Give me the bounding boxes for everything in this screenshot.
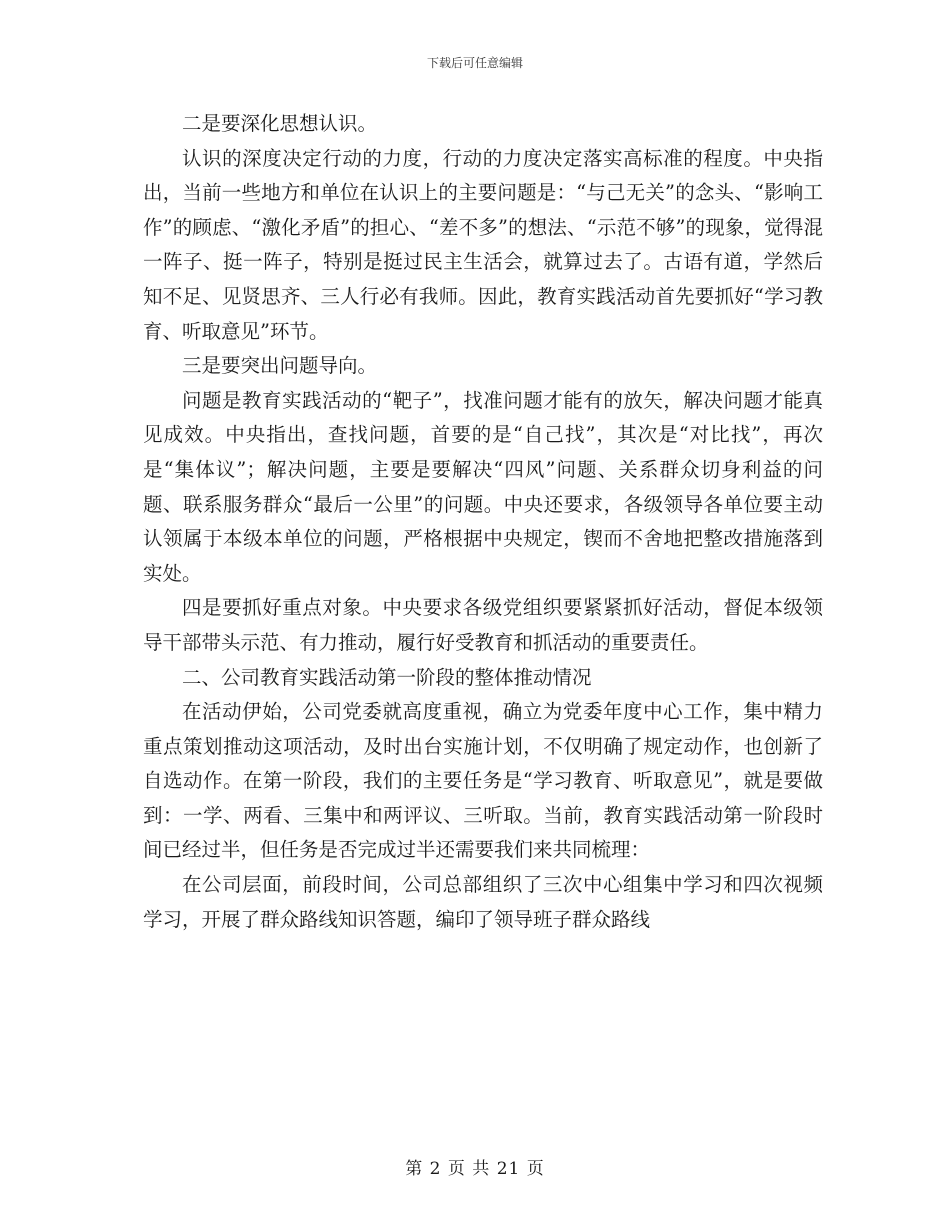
paragraph: 认识的深度决定行动的力度，行动的力度决定落实高标准的程度。中央指出，当前一些地方和单位在认识上的主要问题是：“与己无关”的念头、“影响工作”的顾虑、“激化矛盾”的担心、“差不多”的想法、“示范不够”的现象，觉得混一阵子、挺一阵子，特别是挺过民主生活会，就算过去了。古语有道，学然后知不足、见贤思齐、三人行必有我师。因此，教育实践活动首先要抓好“学习教育、听取意见”环节。 xyxy=(143,146,823,343)
paragraph: 在公司层面，前段时间，公司总部组织了三次中心组集中学习和四次视频学习，开展了群众路线知识答题，编印了领导班子群众路线 xyxy=(143,873,823,931)
paragraph: 三是要突出问题导向。 xyxy=(182,354,378,378)
document-body xyxy=(143,107,823,937)
header-note: 下载后可任意编辑 xyxy=(426,56,523,70)
paragraph: 问题是教育实践活动的“靶子”，找准问题才能有的放矢，解决问题才能真见成效。中央指出，查找问题，首要的是“自己找”，其次是“对比找”，再次是“集体议”；解决问题，主要是要解决“四风”问题、关系群众切身利益的问题、联系服务群众“最后一公里”的问题。中央还要求，各级领导各单位要主动认领属于本级本单位的问题，严格根据中央规定，锲而不舍地把整改措施落到实处。 xyxy=(143,388,823,585)
page-footer: 第 2 页 共 21 页 xyxy=(405,1159,545,1179)
paragraph: 二是要深化思想认识。 xyxy=(182,112,378,135)
paragraph: 四是要抓好重点对象。中央要求各级党组织要紧紧抓好活动，督促本级领导干部带头示范、有力推动，履行好受教育和抓活动的重要责任。 xyxy=(143,596,823,654)
section-heading: 二、公司教育实践活动第一阶段的整体推动情况 xyxy=(182,665,592,689)
paragraph: 在活动伊始，公司党委就高度重视，确立为党委年度中心工作，集中精力重点策划推动这项活动，及时出台实施计划，不仅明确了规定动作，也创新了自选动作。在第一阶段，我们的主要任务是“学习教育、听取意见”，就是要做到：一学、两看、三集中和两评议、三听取。当前，教育实践活动第一阶段时间已经过半，但任务是否完成过半还需要我们来共同梳理： xyxy=(143,700,823,862)
